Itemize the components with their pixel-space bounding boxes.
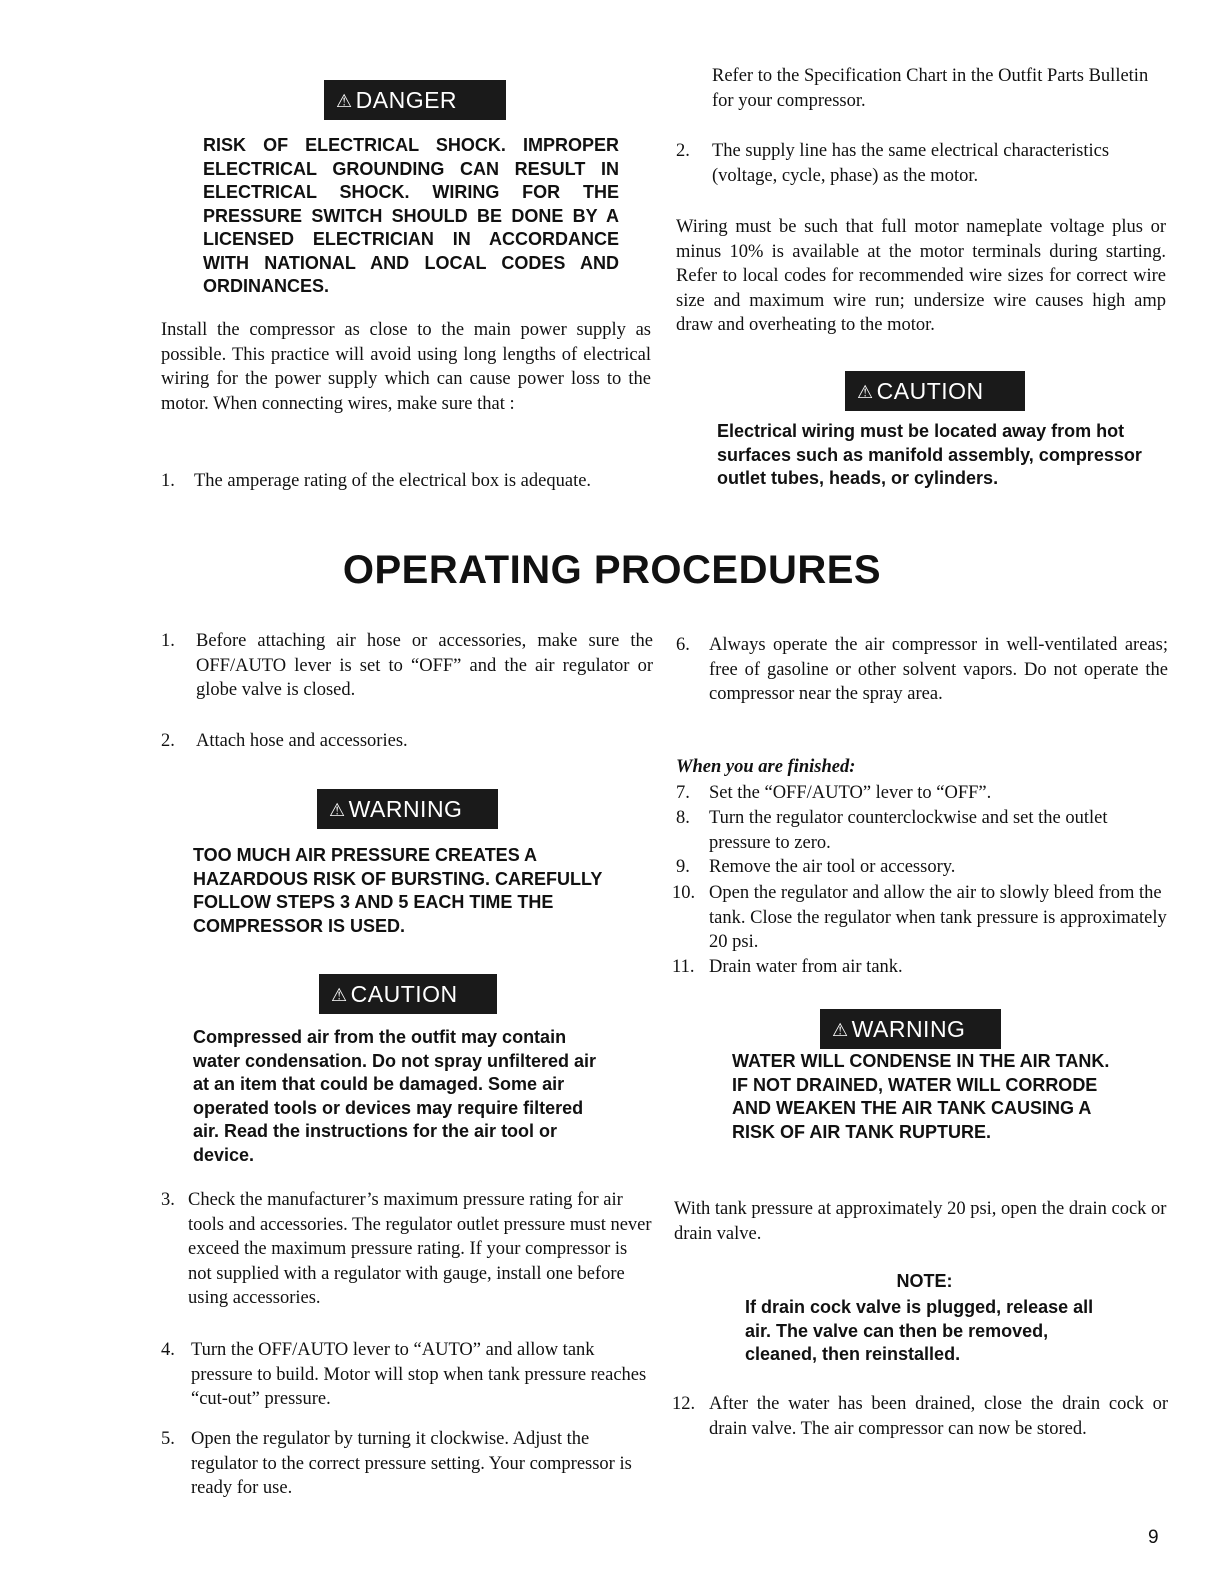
warning-triangle-icon: ⚠: [331, 985, 348, 1005]
list-item: 10. Open the regulator and allow the air to slowly bleed from the tank. Close the regulator when tank pressure is approximately 20 psi.: [672, 883, 1167, 952]
list-item: 4. Turn the OFF/AUTO lever to “AUTO” and allow tank pressure to build. Motor will stop when tank pressure reaches “cut-out” pressure.: [161, 1340, 647, 1409]
list-item: 1. The amperage rating of the electrical box is adequate.: [161, 471, 592, 491]
drain-paragraph: With tank pressure at approximately 20 psi, open the drain cock or drain valve.: [674, 1199, 1167, 1244]
page-number: 9: [1148, 1527, 1159, 1548]
list-item: 12. After the water has been drained, close the drain cock or drain valve. The air compressor can now be stored.: [672, 1394, 1168, 1439]
warning-triangle-icon: ⚠: [857, 382, 874, 402]
finished-heading: When you are finished:: [676, 757, 856, 777]
install-paragraph: Install the compressor as close to the main power supply as possible. This practice will avoid using long lengths of electrical wiring for the power supply which can cause power loss to the motor. When connecting wires, make sure that :: [161, 320, 651, 414]
warning-text: TOO MUCH AIR PRESSURE CREATES A HAZARDOUS RISK OF BURSTING. CAREFULLY FOLLOW STEPS 3 AND 5 EACH TIME THE COMPRESSOR IS USED.: [193, 845, 603, 936]
note-heading: NOTE:: [896, 1271, 953, 1291]
spec-paragraph: Refer to the Specification Chart in the Outfit Parts Bulletin for your compressor.: [712, 66, 1149, 111]
list-item: 1. Before attaching air hose or accessories, make sure the OFF/AUTO lever is set to “OFF” and the air regulator or globe valve is closed.: [161, 631, 653, 700]
warning-triangle-icon: ⚠: [832, 1020, 849, 1040]
list-item: 7. Set the “OFF/AUTO” lever to “OFF”.: [676, 783, 992, 803]
list-item: 2. The supply line has the same electrical characteristics (voltage, cycle, phase) as the motor.: [676, 141, 1110, 186]
list-item: 6. Always operate the air compressor in well-ventilated areas; free of gasoline or other solvent vapors. Do not operate the compressor near the spray area.: [676, 635, 1168, 704]
warning-triangle-icon: ⚠: [329, 800, 346, 820]
page-title: OPERATING PROCEDURES: [342, 548, 882, 592]
caution-badge: ⚠ CAUTION: [845, 371, 1025, 411]
list-item: 9. Remove the air tool or accessory.: [676, 857, 956, 877]
danger-text: RISK OF ELECTRICAL SHOCK. IMPROPER ELECTRICAL GROUNDING CAN RESULT IN ELECTRICAL SHOCK. WIRING FOR THE PRESSURE SWITCH SHOULD BE DONE BY A LICENSED ELECTRICIAN IN ACCORDANCE WITH NATIONAL AND LOCAL CODES AND ORDINANCES.: [203, 135, 619, 296]
danger-badge: ⚠ DANGER: [324, 80, 506, 120]
wiring-paragraph: Wiring must be such that full motor nameplate voltage plus or minus 10% is available at the motor terminals during starting. Refer to local codes for recommended wire sizes for correct wire size and maximum wire run; undersize wire causes high amp draw and overheating to the motor.: [676, 217, 1166, 335]
warning-badge: ⚠ WARNING: [820, 1009, 1001, 1049]
caution-text: Compressed air from the outfit may contain water condensation. Do not spray unfiltered air at an item that could be damaged. Some air operated tools or devices may require filtered air. Read the instructions for the air tool or device.: [193, 1027, 597, 1165]
warning-triangle-icon: ⚠: [336, 91, 353, 111]
list-item: 11. Drain water from air tank.: [672, 957, 903, 977]
list-item: 2. Attach hose and accessories.: [161, 731, 408, 751]
list-item: 8. Turn the regulator counterclockwise and set the outlet pressure to zero.: [676, 808, 1108, 853]
caution-badge: ⚠ CAUTION: [319, 974, 497, 1014]
caution-text: Electrical wiring must be located away from hot surfaces such as manifold assembly, compressor outlet tubes, heads, or cylinders.: [717, 421, 1142, 488]
warning-badge: ⚠ WARNING: [317, 789, 498, 829]
warning-text: WATER WILL CONDENSE IN THE AIR TANK. IF NOT DRAINED, WATER WILL CORRODE AND WEAKEN THE AIR TANK CAUSING A RISK OF AIR TANK RUPTURE.: [732, 1051, 1110, 1142]
list-item: 3. Check the manufacturer’s maximum pressure rating for air tools and accessories. The regulator outlet pressure must never exceed the maximum pressure rating. If your compressor is not supplied with a regulator with gauge, install one before using accessories.: [161, 1190, 652, 1308]
note-text: If drain cock valve is plugged, release all air. The valve can then be removed, cleaned, then reinstalled.: [745, 1297, 1094, 1364]
list-item: 5. Open the regulator by turning it clockwise. Adjust the regulator to the correct pressure setting. Your compressor is ready for use.: [161, 1429, 632, 1498]
